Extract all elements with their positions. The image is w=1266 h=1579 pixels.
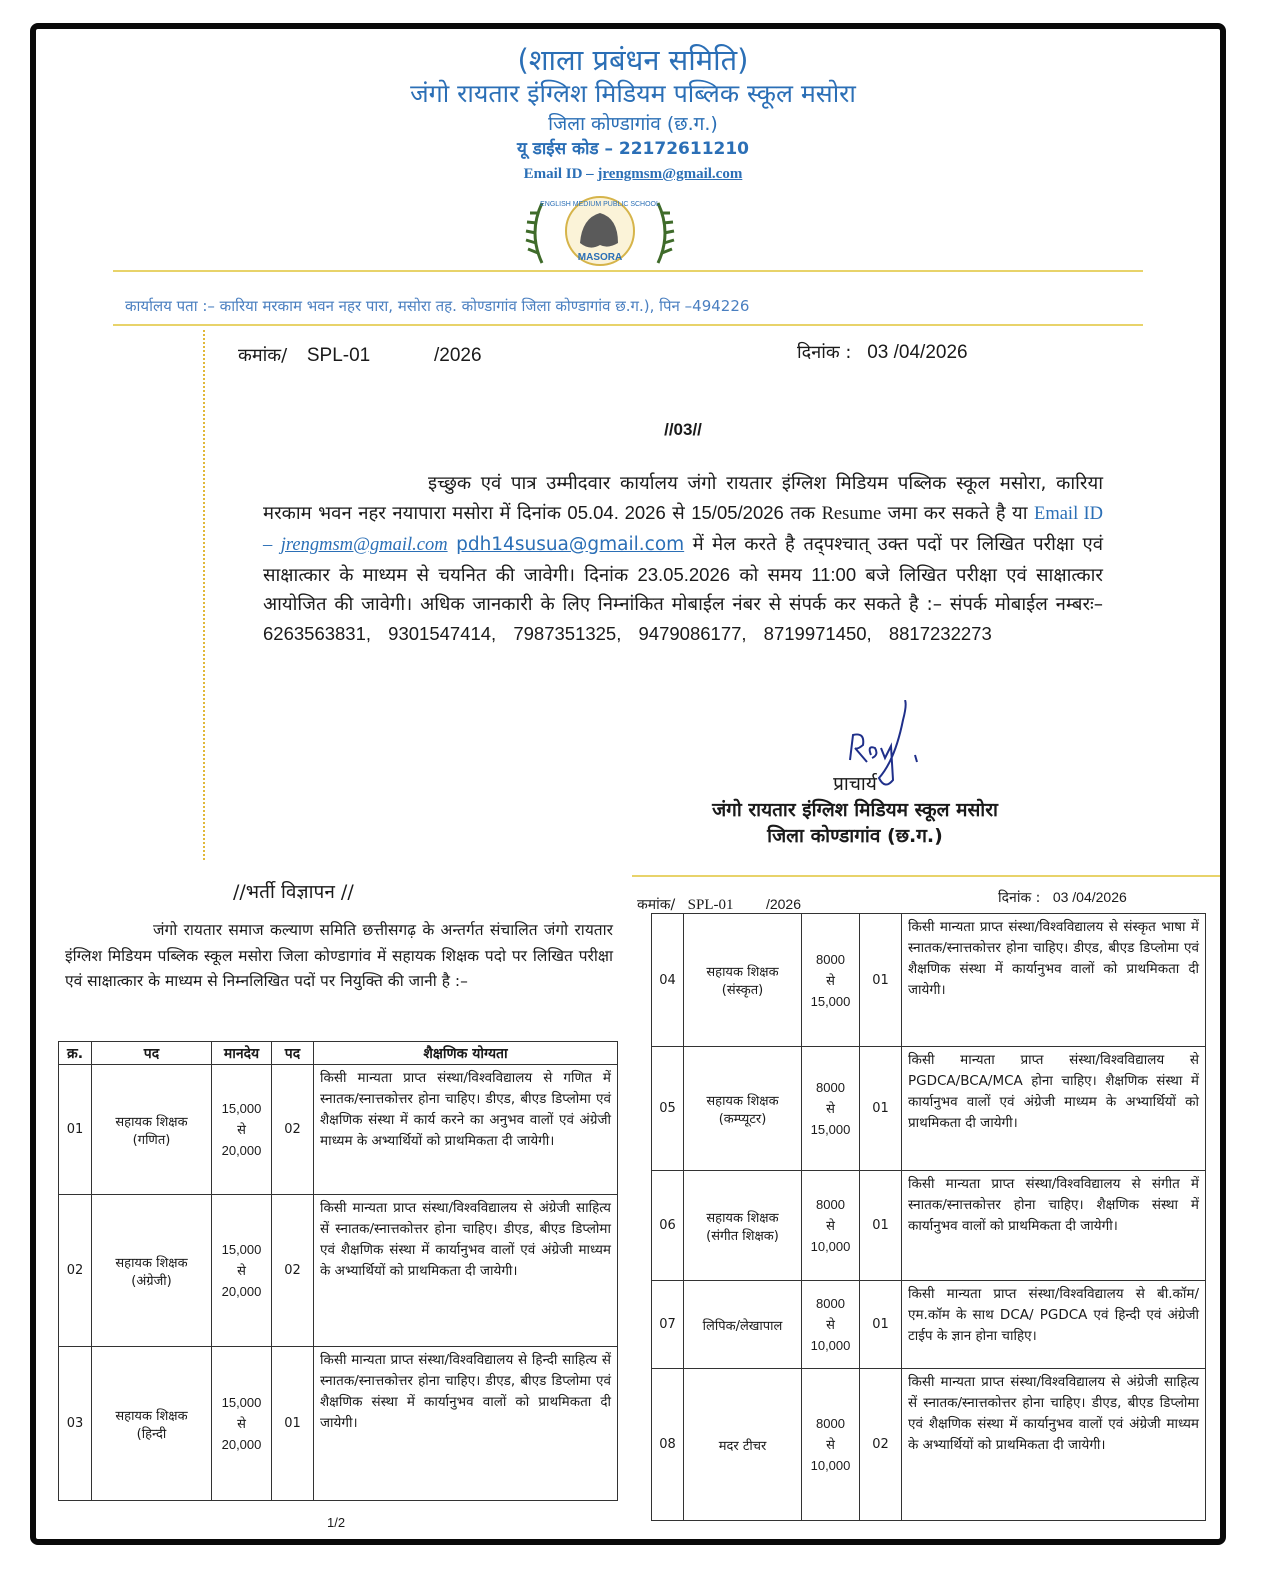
pay-to: 10,000 [810,1239,851,1254]
qualification-cell: किसी मान्यता प्राप्त संस्था/विश्वविद्यालय से अंग्रेजी साहित्य सें स्नातक/स्नात्तकोत्तर होना चाहिए। डीएड, बीएड डिप्लोमा एवं शैक्षणिक संस्था में कार्यानुभव वालों एवं अंग्रेजी माध्यम के अभ्यार्थियों को प्राथमिकता दी जायेगी। [902,1369,1206,1521]
page2-reference-date [998,888,1127,907]
logo-masora-text: MASORA [577,252,623,263]
honorarium-cell [212,1195,272,1347]
vacancy-cell: 02 [272,1195,314,1347]
posts-table-page-2 [651,913,1206,1521]
application-start-date: 05.04. 2026 [567,502,666,524]
pay-sep: से [826,1218,835,1233]
page2-rule [632,875,1220,877]
school-logo [520,193,680,268]
reference-label: कमांक/ [637,897,676,913]
committee-heading: (शाला प्रबंधन समिति) [517,43,749,77]
email-link-primary[interactable]: jrengmsm@gmail.com [280,534,448,555]
notice-marker: //03// [664,420,702,439]
serial-cell: 06 [652,1171,684,1281]
posts-table-page-1 [58,1041,618,1501]
reference-date [797,340,968,364]
school-name-heading: जंगो रायतार इंग्लिश मिडियम पब्लिक स्कूल मसोरा [410,79,856,108]
post-name: मदर टीचर [718,1438,767,1454]
serial-cell: 07 [652,1281,684,1369]
vacancy-cell: 01 [860,1281,902,1369]
column-header-vacancies: पद [272,1042,314,1065]
table-header-row [59,1042,618,1065]
qualification-cell: किसी मान्यता प्राप्त संस्था/विश्वविद्यालय से PGDCA/BCA/MCA होना चाहिए। शैक्षणिक संस्था में कार्यानुभव वालों एवं अंग्रेजी माध्यम के अभ्यार्थियों को प्राथमिकता दी जायेगी। [902,1047,1206,1171]
pay-from: 8000 [816,1296,845,1311]
post-cell [92,1347,212,1501]
honorarium-cell [802,1047,860,1171]
qualification-cell: किसी मान्यता प्राप्त संस्था/विश्वविद्यालय से संगीत में स्नातक/स्नात्तकोत्तर होना चाहिए। शैक्षणिक संस्था में कार्यानुभव वालों को प्राथमिकता दी जायेगी। [902,1171,1206,1281]
table-row [59,1195,618,1347]
table-row [652,1369,1206,1521]
advertisement-intro [65,918,613,995]
contact-phone-numbers: 6263563831, 9301547414, 7987351325, 9479086177, 8719971450, 8817232273 [263,623,992,645]
exam-time: 11:00 [811,563,857,585]
qualification-cell: किसी मान्यता प्राप्त संस्था/विश्वविद्यालय से बी.कॉम/एम.कॉम के साथ DCA/ PGDCA एवं हिन्दी एवं अंग्रेजी टाईप के ज्ञान होना चाहिए। [902,1281,1206,1369]
table-row [652,1171,1206,1281]
honorarium-cell [212,1347,272,1501]
pay-from: 15,000 [221,1395,262,1410]
margin-dotted-line [203,330,205,860]
date-value: 03 /04/2026 [867,342,968,363]
vacancy-cell: 01 [272,1347,314,1501]
post-subject: (गणित) [132,1132,171,1148]
notice-text: में मेल करते है तद्पश्चात् उक्त पदों पर लिखित परीक्षा एवं साक्षात्कार के माध्यम से चयनित की जावेगी। दिनांक [263,533,1103,586]
table-row [59,1347,618,1501]
notice-text: इच्छुक एवं पात्र उम्मीदवार कार्यालय जंगो रायतार इंग्लिश मिडियम पब्लिक स्कूल मसोरा, कारिया मरकाम भवन नहर नयापारा मसोरा में दिनांक [263,473,1103,525]
post-subject: (कम्प्यूटर) [718,1111,767,1127]
pay-sep: से [237,1122,246,1137]
serial-cell: 05 [652,1047,684,1171]
pay-to: 10,000 [810,1338,851,1353]
table-row [652,1281,1206,1369]
notice-text: से [672,503,685,525]
qualification-cell: किसी मान्यता प्राप्त संस्था/विश्वविद्यालय से अंग्रेजी साहित्य सें स्नातक/स्नात्तकोत्तर होना चाहिए। डीएड, बीएड डिप्लोमा एवं शैक्षणिक संस्था में कार्यानुभव वालों एवं अंग्रेजी माध्यम के अभ्यार्थियों को प्राथमिकता दी जायेगी। [314,1195,618,1347]
pay-to: 20,000 [221,1284,262,1299]
letterhead-email-link[interactable]: jrengmsm@gmail.com [597,166,743,182]
advertisement-page-2 [632,875,1220,1535]
notice-text: बजे लिखित परीक्षा एवं साक्षात्कार आयोजित की जावेगी। अधिक जानकारी के लिए निम्नांकित मोबाईल नंबर से संपर्क कर सकते है :– संपर्क मोबाईल नम्बरः– [263,564,1103,616]
qualification-cell: किसी मान्यता प्राप्त संस्था/विश्वविद्यालय से गणित में स्नातक/स्नात्तकोत्तर होना चाहिए। डीएड, बीएड डिप्लोमा एवं शैक्षणिक संस्था में कार्य करने का अनुभव वालों एवं अंग्रेजी माध्यम के अभ्यार्थियों को प्राथमिकता दी जायेगी। [314,1065,618,1195]
table-row [59,1065,618,1195]
pay-from: 15,000 [221,1101,262,1116]
post-cell [684,914,802,1047]
resume-word: Resume [821,504,882,525]
reference-year: /2026 [433,345,482,366]
pay-from: 8000 [816,1416,845,1431]
post-cell [684,1281,802,1369]
email-label: Email ID – [523,166,594,182]
reference-code: SPL-01 [687,897,734,913]
pay-to: 15,000 [810,993,851,1009]
column-header-honorarium: मानदेय [212,1042,272,1065]
pay-sep: से [826,1317,835,1332]
post-subject: (संस्कृत) [721,983,764,998]
post-name: सहायक शिक्षक [706,1210,779,1226]
serial-cell: 02 [59,1195,92,1347]
table-row [652,1047,1206,1171]
post-cell [684,1171,802,1281]
post-cell [92,1065,212,1195]
pay-from: 8000 [816,1197,845,1212]
notice-text: तक [790,503,816,525]
pay-from: 15,000 [221,1242,262,1257]
laurel-left-icon [526,203,542,263]
notice-text: को समय [739,564,802,586]
post-cell [684,1369,802,1521]
serial-cell: 03 [59,1347,92,1501]
honorarium-cell [802,1281,860,1369]
header-rule-top [113,270,1143,272]
district-line: जिला कोण्डागांव (छ.ग.) [548,113,718,135]
signatory-district: जिला कोण्डागांव (छ.ग.) [767,825,943,847]
signatory-title: प्राचार्य [833,773,877,795]
office-address: कार्यालय पता :– कारिया मरकाम भवन नहर पारा, मसोरा तह. कोण्डागांव जिला कोण्डागांव छ.ग.), पिन –494226 [125,297,750,315]
page-number: 1/2 [327,1515,346,1530]
pay-sep: से [237,1416,246,1431]
honorarium-cell [802,1171,860,1281]
post-name: सहायक शिक्षक [706,1093,779,1109]
serial-cell: 08 [652,1369,684,1521]
pay-from: 8000 [816,1080,845,1095]
reference-number [238,343,482,367]
post-name: सहायक शिक्षक [706,965,779,980]
notice-email-label: Email ID – [263,504,1103,555]
reference-label: कमांक/ [238,345,288,366]
pay-from: 8000 [816,951,845,967]
pay-to: 15,000 [810,1122,851,1137]
serial-cell: 01 [59,1065,92,1195]
date-label: दिनांक : [797,342,852,363]
table-row [652,914,1206,1047]
post-subject: (संगीत शिक्षक) [706,1228,779,1244]
post-subject: (अंग्रेजी) [131,1273,172,1289]
post-name: सहायक शिक्षक [115,1114,188,1130]
udise-code: यू डाईस कोड – 22172611210 [516,139,750,159]
honorarium-cell [802,914,860,1047]
pay-sep: से [826,972,835,988]
vacancy-cell: 01 [860,914,902,1047]
post-cell [92,1195,212,1347]
qualification-cell: किसी मान्यता प्राप्त संस्था/विश्वविद्यालय से संस्कृत भाषा में स्नातक/स्नात्तकोत्तर होना चाहिए। डीएड, बीएड डिप्लोमा एवं शैक्षणिक संस्था में कार्यानुभव वालों को प्राथमिकता दी जायेगी। [902,914,1206,1047]
pay-to: 20,000 [221,1143,262,1158]
pay-sep: से [237,1263,246,1278]
advertisement-page-1 [55,860,620,1540]
reference-code: SPL-01 [306,345,371,366]
intro-text: जंगो रायतार समाज कल्याण समिति छत्तीसगढ़ के अन्तर्गत संचालित जंगो रायतार इंग्लिश मिडियम पब्लिक स्कूल मसोरा जिला कोण्डागांव में सहायक शिक्षक पदो पर लिखित परीक्षा एवं साक्षात्कार के माध्यम से निम्नलिखित पदों पर नियुक्ति की जानी है :– [65,921,613,990]
post-name: सहायक शिक्षक [115,1255,188,1271]
honorarium-cell [212,1065,272,1195]
column-header-qualification: शैक्षणिक योग्यता [314,1042,618,1065]
pay-to: 10,000 [810,1458,851,1473]
post-cell [684,1047,802,1171]
vacancy-cell: 01 [860,1047,902,1171]
exam-date: 23.05.2026 [637,563,731,585]
email-link-secondary[interactable]: pdh14susua@gmail.com [456,533,685,555]
pay-to: 20,000 [221,1437,262,1452]
vacancy-cell: 02 [860,1369,902,1521]
vacancy-cell: 02 [272,1065,314,1195]
post-name: लिपिक/लेखापाल [702,1318,783,1334]
post-name: सहायक शिक्षक [115,1408,188,1424]
column-header-post: पद [92,1042,212,1065]
date-value: 03 /04/2026 [1052,889,1127,905]
reference-year: /2026 [765,896,802,912]
column-header-serial: क्र. [59,1042,92,1065]
post-subject: (हिन्दी [136,1426,167,1442]
pay-sep: से [826,1437,835,1452]
advertisement-title: //भर्ती विज्ञापन // [233,881,354,903]
honorarium-cell [802,1369,860,1521]
laurel-right-icon [658,203,674,263]
notice-text: जमा कर सकते है या [887,503,1028,525]
page2-reference-number [637,895,801,914]
signatory-school: जंगो रायतार इंग्लिश मिडियम स्कूल मसोरा [712,799,998,821]
vacancy-cell: 01 [860,1171,902,1281]
logo-arc-text: ENGLISH MEDIUM PUBLIC SCHOOL [540,201,660,208]
application-end-date: 15/05/2026 [691,502,784,524]
pay-sep: से [826,1101,835,1116]
letterhead-email-line [0,166,1266,183]
qualification-cell: किसी मान्यता प्राप्त संस्था/विश्वविद्यालय से हिन्दी साहित्य सें स्नातक/स्नात्तकोत्तर होना चाहिए। डीएड, बीएड डिप्लोमा एवं शैक्षणिक संस्था में कार्यानुभव वालों को प्राथमिकता दी जायेगी। [314,1347,618,1501]
serial-cell: 04 [652,914,684,1047]
notice-paragraph [263,469,1103,650]
date-label: दिनांक : [998,890,1041,906]
header-rule-bottom [113,324,1143,326]
